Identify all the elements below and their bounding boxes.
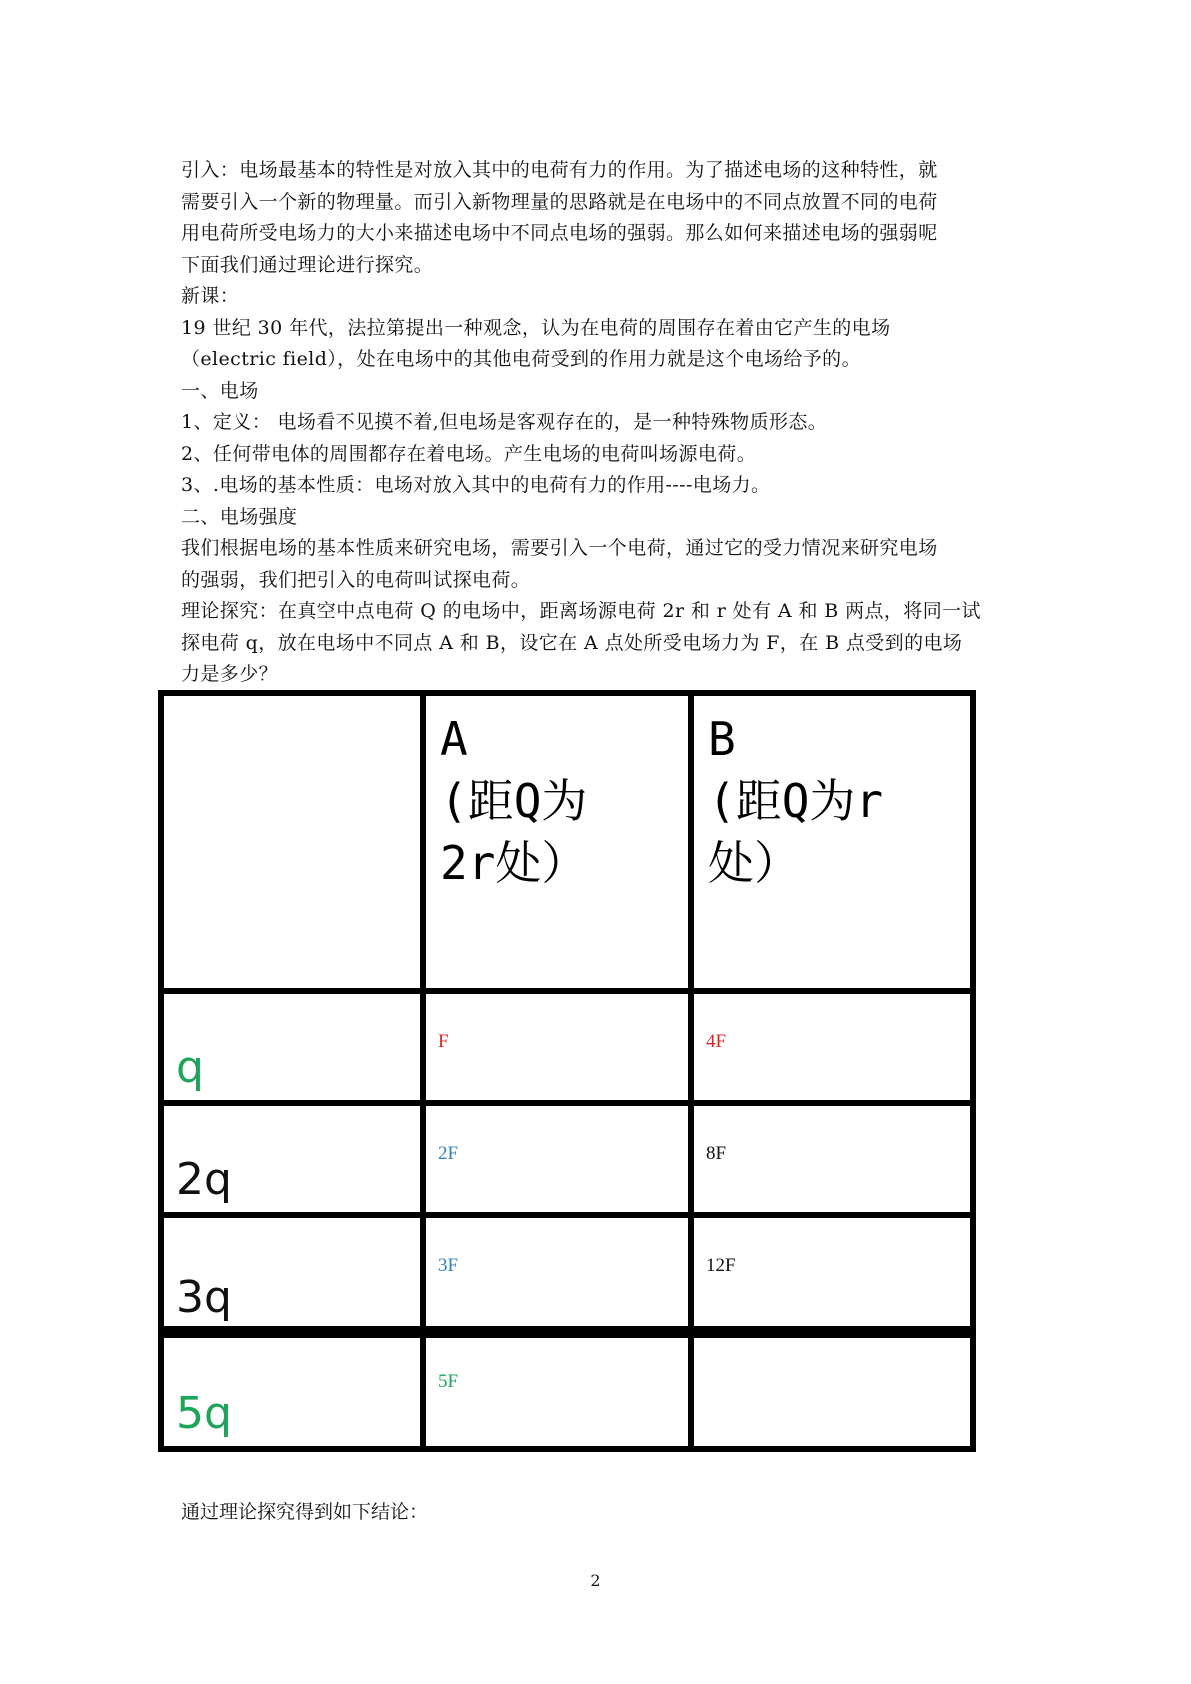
paragraph-line: 下面我们通过理论进行探究。 [181, 253, 434, 276]
row-label: 5q [176, 1388, 232, 1439]
section-heading-field-strength: 二、电场强度 [181, 505, 298, 528]
table-row-label-cell [158, 988, 426, 1106]
table-cell [688, 1100, 976, 1218]
paragraph-line: 理论探究：在真空中点电荷 Q 的电场中，距离场源电荷 2r 和 r 处有 A 和 B 两点，将同一试 [181, 600, 981, 622]
paragraph-line: 19 世纪 30 年代，法拉第提出一种观念，认为在电荷的周围存在着由它产生的电场 [181, 316, 891, 339]
table-cell [420, 988, 694, 1106]
force-comparison-table [158, 690, 976, 1463]
paragraph-line: 需要引入一个新的物理量。而引入新物理量的思路就是在电场中的不同点放置不同的电荷 [181, 190, 938, 213]
table-row-label-cell [158, 1100, 426, 1218]
conclusion-text: 通过理论探究得到如下结论： [181, 1501, 429, 1523]
section-heading-electric-field: 一、电场 [181, 379, 259, 402]
paragraph-line: 的强弱，我们把引入的电荷叫试探电荷。 [181, 568, 531, 591]
paragraph-line: 力是多少？ [181, 663, 279, 685]
paragraph-line: （electric field），处在电场中的其他电荷受到的作用力就是这个电场给予的。 [181, 348, 861, 370]
force-value: 4F [706, 1031, 727, 1052]
body-text [181, 155, 1011, 691]
page-number: 2 [590, 1571, 601, 1590]
force-value: F [438, 1031, 449, 1052]
force-value: 2F [438, 1143, 459, 1164]
force-value: 12F [706, 1255, 736, 1276]
table-cell [688, 1212, 976, 1336]
table-row-label-cell [158, 1212, 426, 1336]
table-cell-empty [688, 1326, 976, 1452]
paragraph-line: 3、.电场的基本性质：电场对放入其中的电荷有力的作用----电场力。 [181, 474, 771, 496]
paragraph-line: 2、任何带电体的周围都存在着电场。产生电场的电荷叫场源电荷。 [181, 442, 757, 465]
paragraph-line: 我们根据电场的基本性质来研究电场，需要引入一个电荷，通过它的受力情况来研究电场 [181, 537, 938, 559]
paragraph-line: 用电荷所受电场力的大小来描述电场中不同点电场的强弱。那么如何来描述电场的强弱呢 [181, 222, 938, 244]
table-cell [420, 1100, 694, 1218]
table-row-label-cell [158, 1326, 426, 1452]
row-label: q [176, 1042, 204, 1093]
paragraph-line: 引入：电场最基本的特性是对放入其中的电荷有力的作用。为了描述电场的这种特性，就 [181, 159, 938, 181]
table-cell [420, 1212, 694, 1336]
table-header-a [420, 690, 694, 994]
force-value: 3F [438, 1255, 459, 1276]
row-label: 2q [176, 1154, 232, 1205]
row-label: 3q [176, 1272, 232, 1323]
force-value: 8F [706, 1143, 727, 1164]
force-value: 5F [438, 1371, 459, 1392]
header-a-label: A (距Q为 2r处） [440, 712, 588, 890]
header-b-label: B (距Q为r 处） [708, 712, 884, 890]
table-cell [420, 1326, 694, 1452]
table-cell [688, 988, 976, 1106]
paragraph-line: 1、定义： 电场看不见摸不着,但电场是客观存在的，是一种特殊物质形态。 [181, 411, 828, 433]
table-header-b [688, 690, 976, 994]
table-corner-cell [158, 690, 426, 994]
paragraph-line: 探电荷 q，放在电场中不同点 A 和 B，设它在 A 点处所受电场力为 F，在 B 点受到的电场 [181, 631, 963, 654]
section-label-new-lesson: 新课： [181, 285, 240, 307]
